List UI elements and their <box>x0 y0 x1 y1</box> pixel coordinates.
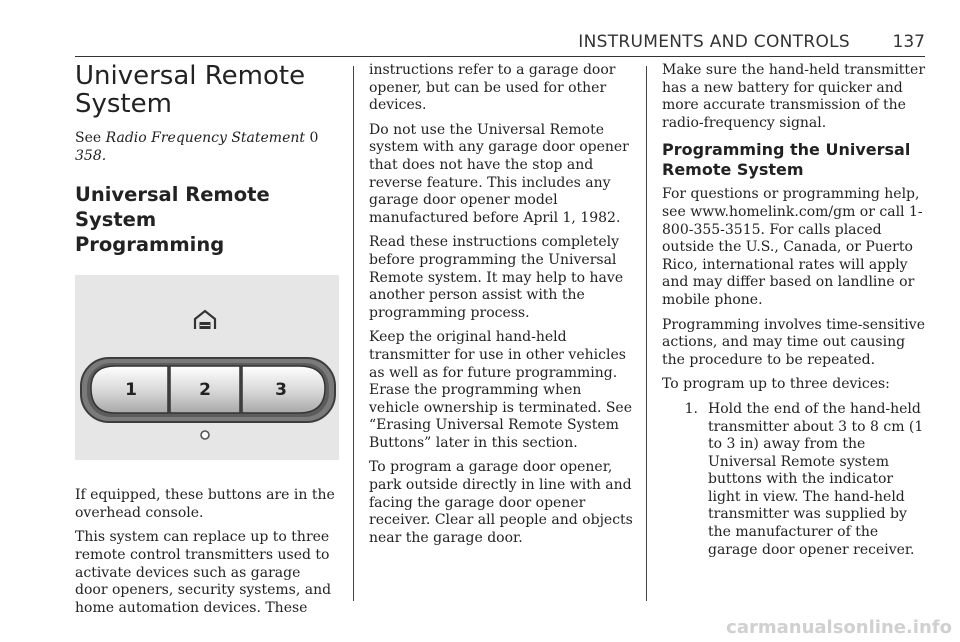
remote-button-1 <box>91 366 168 413</box>
paragraph: To program up to three devices: <box>662 376 890 393</box>
step-text: Hold the end of the hand-held transmitter about 3 to 8 cm (1 to 3 in) away from the Universal Remote system buttons with the indicator light in view. The hand-held transmitter was supplied by the manufacturer of the garage door opener receiver. <box>708 400 924 558</box>
column-left <box>75 62 337 617</box>
paragraph: Read these instructions completely before programming the Universal Remote system. It may help to have another person assist with the programming process. <box>369 234 624 321</box>
procedure-heading-line1: Programming the Universal <box>662 140 911 160</box>
cross-reference <box>75 130 337 165</box>
remote-button-2 <box>170 366 240 413</box>
column-middle <box>369 62 635 547</box>
section-heading <box>75 62 337 118</box>
remote-button-1-label: 1 <box>125 380 137 401</box>
procedure-heading-line2: Remote System <box>662 160 804 180</box>
paragraph: To program a garage door opener, park outside directly in line with and facing the garage door opener receiver. Clear all people and objects near the garage door. <box>369 459 633 546</box>
paragraph: Keep the original hand-held transmitter for use in other vehicles as well as for future programming. Erase the programming when vehicle ownership is terminated. See “Erasing Universal Remote System Buttons” later in this section. <box>369 329 633 451</box>
steps-list <box>662 401 928 559</box>
remote-button-2-label: 2 <box>199 380 211 401</box>
indicator-light-icon <box>201 431 209 439</box>
page-header <box>75 30 925 57</box>
column-right <box>662 62 928 559</box>
paragraph: Make sure the hand-held transmitter has a new battery for quicker and more accurate transmission of the radio-frequency signal. <box>662 62 926 131</box>
remote-button-3-label: 3 <box>275 380 287 401</box>
section-heading-line2: System <box>75 89 172 119</box>
subsection-heading-line1: Universal Remote System <box>75 183 270 232</box>
paragraph: instructions refer to a garage door opener, but can be used for other devices. <box>369 62 616 114</box>
subsection-heading <box>75 182 337 257</box>
paragraph: This system can replace up to three remote control transmitters used to activate devices such as garage door openers, security systems, and home automation devices. These <box>75 529 332 616</box>
list-item <box>662 401 928 559</box>
paragraph: Programming involves time-sensitive actions, and may time out causing the procedure to be repeated. <box>662 316 925 368</box>
page-arrow-icon: 0 <box>309 130 319 146</box>
page-number: 137 <box>892 32 925 52</box>
overhead-console-svg <box>75 275 339 460</box>
reference-link[interactable]: Radio Frequency Statement <box>105 130 306 146</box>
procedure-heading <box>662 140 928 180</box>
section-title: INSTRUMENTS AND CONTROLS <box>578 32 850 52</box>
see-prefix: See <box>75 130 102 146</box>
paragraph: If equipped, these buttons are in the overhead console. <box>75 487 335 521</box>
step-number: 1. <box>684 400 698 417</box>
remote-button-3 <box>242 366 325 413</box>
watermark: carmanualsonline.info <box>726 617 952 638</box>
paragraph: For questions or programming help, see www.homelink.com/gm or call 1-800-355-3515. For calls placed outside the U.S., Canada, or Puerto Rico, international rates will apply and may differ based on landline or mobile phone. <box>662 186 923 308</box>
paragraph: Do not use the Universal Remote system with any garage door opener that does not have the stop and reverse feature. This includes any garage door opener model manufactured before April 1, 1982. <box>369 121 629 226</box>
subsection-heading-line2: Programming <box>75 233 225 257</box>
reference-page[interactable]: 358. <box>75 147 107 164</box>
garage-door-icon <box>195 311 215 329</box>
section-heading-line1: Universal Remote <box>75 61 306 91</box>
column-divider <box>646 66 647 601</box>
column-divider <box>353 66 354 601</box>
remote-buttons-illustration <box>75 275 339 460</box>
